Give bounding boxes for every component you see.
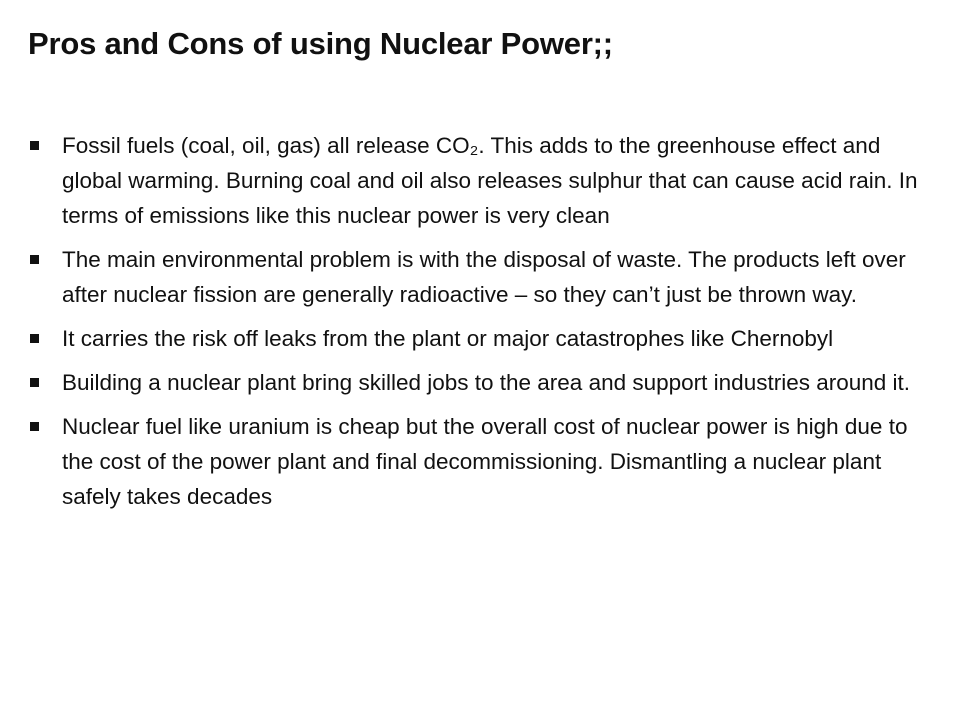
bullet-list	[28, 128, 944, 523]
bullet-text: The main environmental problem is with the disposal of waste. The products left over after nuclear fission are generally radioactive – so they can’t just be thrown way.	[62, 247, 906, 307]
square-bullet-icon	[30, 141, 39, 150]
bullet-item	[28, 321, 944, 356]
slide-title: Pros and Cons of using Nuclear Power;;	[28, 26, 613, 61]
bullet-text: It carries the risk off leaks from the plant or major catastrophes like Chernobyl	[62, 326, 834, 351]
bullet-text: Nuclear fuel like uranium is cheap but the overall cost of nuclear power is high due to the cost of the power plant and final decommissioning. Dismantling a nuclear plant safely takes decades	[62, 414, 908, 509]
bullet-item	[28, 409, 944, 514]
square-bullet-icon	[30, 378, 39, 387]
bullet-item	[28, 365, 944, 400]
square-bullet-icon	[30, 255, 39, 264]
square-bullet-icon	[30, 422, 39, 431]
bullet-item	[28, 242, 944, 312]
square-bullet-icon	[30, 334, 39, 343]
bullet-item	[28, 128, 944, 233]
bullet-text: Fossil fuels (coal, oil, gas) all release CO₂. This adds to the greenhouse effect and global warming. Burning coal and oil also releases sulphur that can cause acid rain. In terms of emissions like this nuclear power is very clean	[62, 133, 918, 228]
bullet-text: Building a nuclear plant bring skilled jobs to the area and support industries around it.	[62, 370, 911, 395]
